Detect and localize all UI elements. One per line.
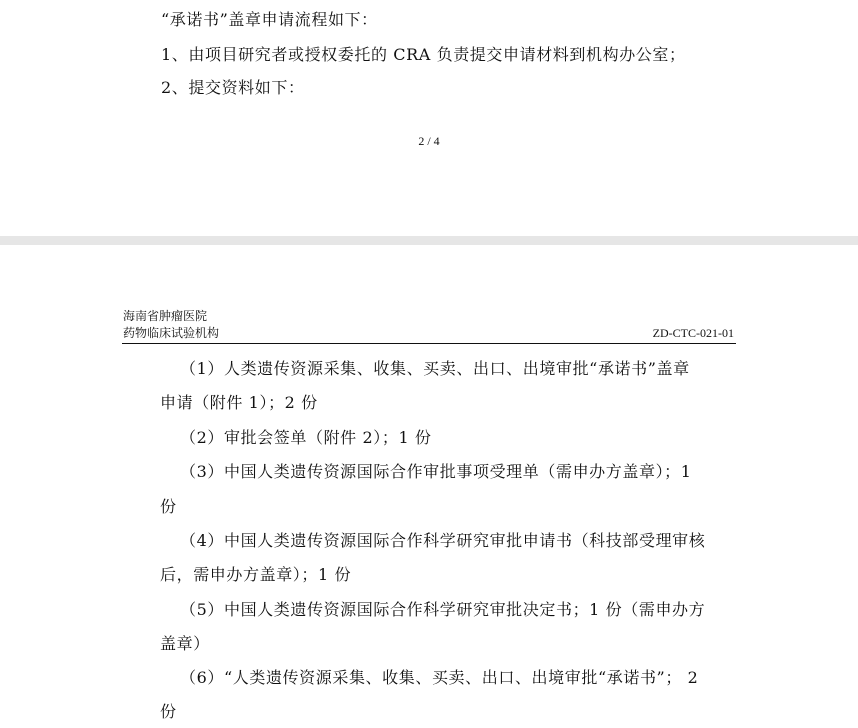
material-item-4-line-2: 后，需申办方盖章）；1 份 [160, 565, 352, 584]
page-number: 2 / 4 [418, 134, 440, 148]
pdf-page-3 [0, 245, 858, 728]
material-item-6-line-1: （6）“人类遗传资源采集、收集、买卖、出口、出境审批“承诺书”； 2 [180, 668, 699, 687]
process-step-1-text: 1、由项目研究者或授权委托的 CRA 负责提交申请材料到机构办公室； [161, 45, 686, 64]
material-item-4-line-1: （4）中国人类遗传资源国际合作科学研究审批申请书（科技部受理审核 [180, 531, 706, 550]
page-separator [0, 236, 858, 245]
material-item-3-line-2: 份 [160, 497, 177, 516]
material-item-5-line-1: （5）中国人类遗传资源国际合作科学研究审批决定书；1 份（需申办方 [180, 600, 706, 619]
material-item-5-line-2: 盖章） [160, 634, 210, 653]
process-step-2-text: 2、提交资料如下： [161, 78, 305, 97]
material-item-2: （2）审批会签单（附件 2）；1 份 [180, 428, 432, 447]
material-item-1-line-2: 申请（附件 1）；2 份 [160, 393, 318, 412]
material-item-1-line-1: （1）人类遗传资源采集、收集、买卖、出口、出境审批“承诺书”盖章 [180, 359, 690, 378]
header-divider [122, 343, 736, 344]
header-doc-code: ZD-CTC-021-01 [652, 326, 734, 340]
header-org-department: 药物临床试验机构 [123, 326, 220, 340]
material-item-6-line-2: 份 [160, 702, 177, 721]
pdf-page-2 [0, 0, 858, 236]
header-org-name: 海南省肿瘤医院 [123, 309, 208, 323]
material-item-3-line-1: （3）中国人类遗传资源国际合作审批事项受理单（需申办方盖章）；1 [180, 462, 692, 481]
process-intro-text: “承诺书”盖章申请流程如下： [161, 10, 378, 29]
